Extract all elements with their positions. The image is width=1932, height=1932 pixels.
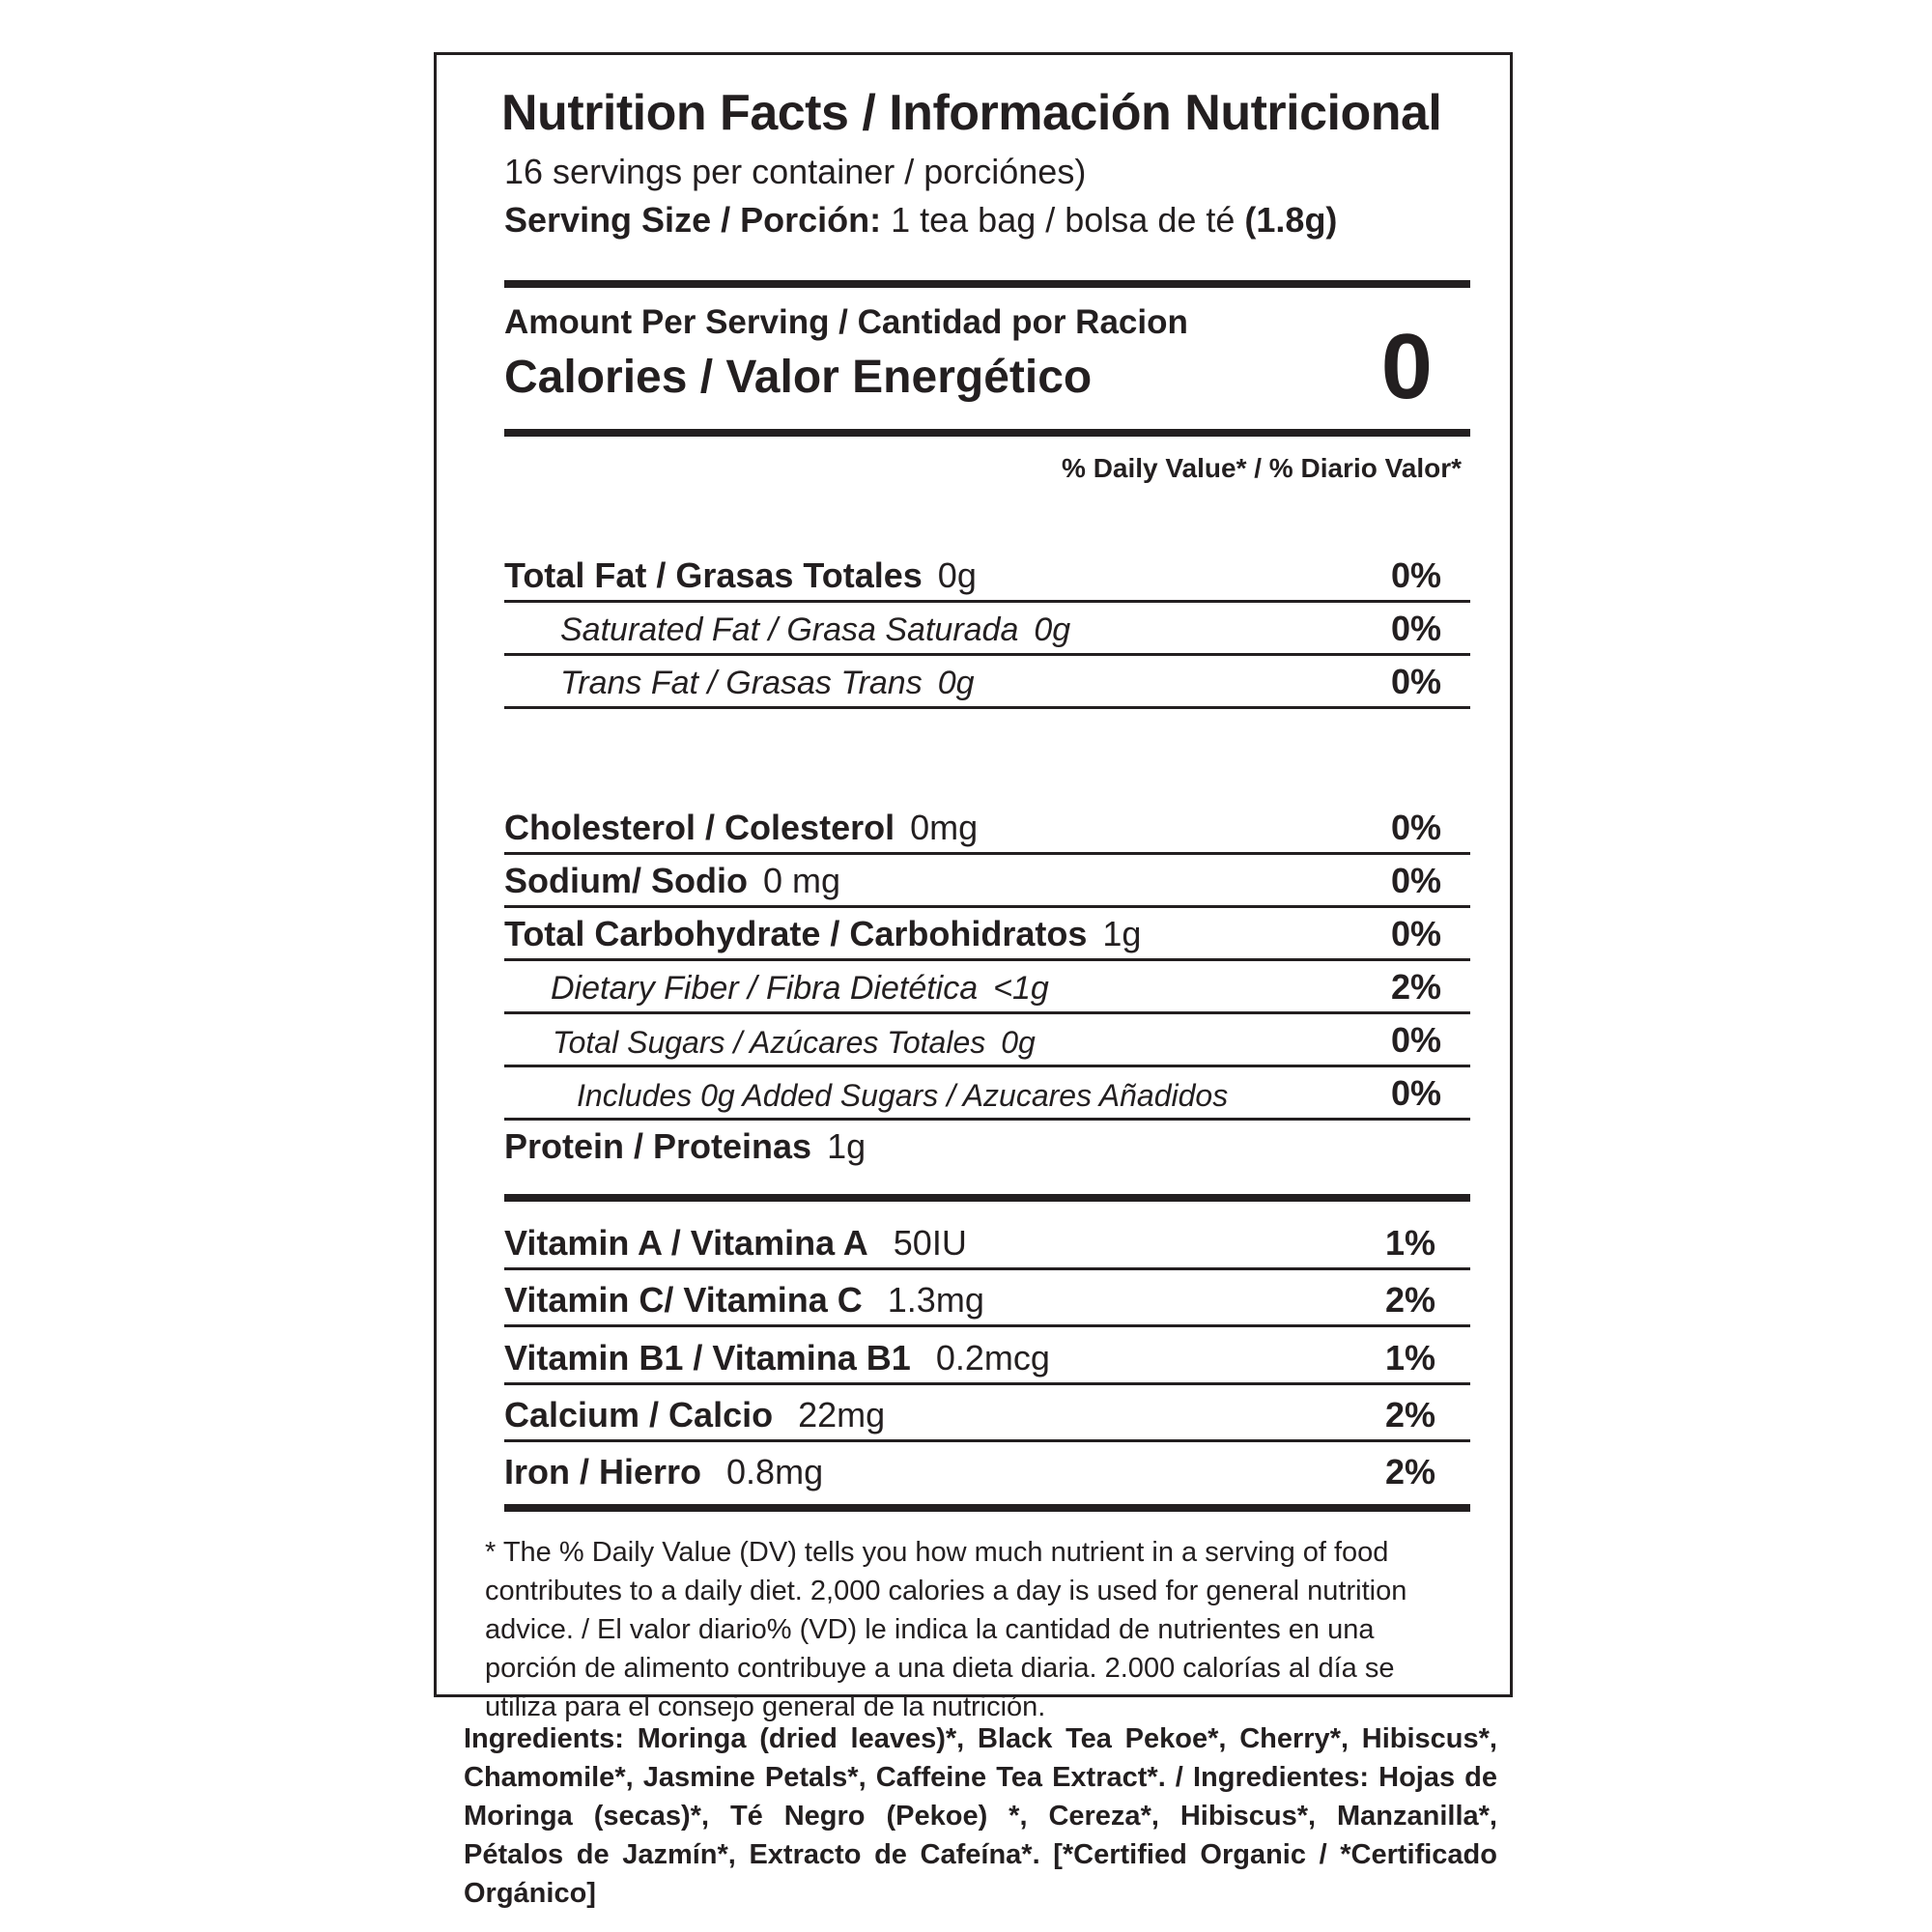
servings-per-container: 16 servings per container / porciónes) (504, 152, 1087, 191)
nutrient-amount: 0g (937, 555, 977, 595)
vitamin-row-c (504, 1274, 1470, 1324)
nutrient-dv: 0% (1390, 609, 1441, 648)
nutrient-row-total-fat (504, 550, 1470, 600)
vitamin-amount: 0.2mcg (935, 1338, 1050, 1378)
daily-value-footnote: * The % Daily Value (DV) tells you how much nutrient in a serving of food contributes to a daily diet. 2,000 calories a day is used for general nutrition advice. / El valor diario% (VD) le indica la cantidad de nutrientes en una porción de alimento contribuye a una dieta diaria. 2.000 calorías al día se utiliza para el consejo general de la nutrición. (485, 1537, 1407, 1722)
nutrient-label: Cholesterol / Colesterol (504, 808, 895, 847)
ingredients-text: Moringa (dried leaves)*, Black Tea Pekoe*, Cherry*, Hibiscus*, Chamomile*, Jasmine Petals*, Caffeine Tea Extract*. / (464, 1723, 1497, 1793)
vitamin-amount: 0.8mg (726, 1452, 824, 1492)
nutrient-row-total-carbohydrate (504, 908, 1470, 958)
nutrient-amount: 0g (937, 665, 975, 701)
vitamin-label: Vitamin B1 / Vitamina B1 (504, 1338, 911, 1378)
vitamin-dv: 2% (1384, 1395, 1435, 1435)
nutrient-label: Dietary Fiber / Fibra Dietética (551, 970, 979, 1007)
nutrient-dv: 0% (1390, 914, 1441, 953)
vitamin-label: Calcium / Calcio (504, 1395, 774, 1435)
ingredients-label-es: Ingredientes: (1192, 1762, 1370, 1793)
nutrient-label: Total Sugars / Azúcares Totales (553, 1025, 986, 1060)
nutrient-label: Total Carbohydrate / Carbohidratos (504, 914, 1088, 953)
thick-divider (504, 1194, 1470, 1202)
ingredients-label: Ingredients: (464, 1723, 624, 1754)
nutrient-amount: 0g (1034, 611, 1071, 648)
nutrient-row-protein (504, 1121, 1470, 1171)
vitamin-label: Vitamin A / Vitamina A (504, 1223, 868, 1263)
ingredients-text-es: Hojas de Moringa (secas)*, Té Negro (Pekoe) *, Cereza*, Hibiscus*, Manzanilla*, Pétalos de Jazmín*, Extracto de Cafeína*. [*Certified Organic / *Certificado Orgánico] (464, 1762, 1498, 1909)
daily-value-header: % Daily Value* / % Diario Valor* (1062, 453, 1462, 483)
nutrient-row-total-sugars (504, 1014, 1470, 1065)
nutrient-amount: 1g (1102, 914, 1142, 953)
serving-size (504, 200, 1337, 241)
label-title: Nutrition Facts / Información Nutricional (501, 85, 1442, 141)
vitamin-row-b1 (504, 1332, 1470, 1382)
vitamin-dv: 1% (1384, 1223, 1435, 1263)
nutrient-dv: 0% (1390, 1073, 1441, 1113)
vitamin-dv: 2% (1384, 1452, 1435, 1492)
nutrient-amount: 1g (827, 1126, 867, 1166)
nutrient-amount: 0g (1001, 1025, 1036, 1060)
vitamin-row-calcium (504, 1389, 1470, 1439)
nutrient-dv: 0% (1390, 861, 1441, 900)
nutrient-row-cholesterol (504, 802, 1470, 852)
thick-divider (504, 429, 1470, 437)
serving-size-label: Serving Size / Porción: (504, 200, 882, 240)
nutrient-label: Saturated Fat / Grasa Saturada (560, 611, 1019, 648)
nutrient-row-dietary-fiber (504, 961, 1470, 1011)
vitamin-dv: 1% (1384, 1338, 1435, 1378)
thick-divider (504, 1504, 1470, 1512)
vitamin-amount: 22mg (798, 1395, 886, 1435)
vitamin-amount: 1.3mg (887, 1280, 984, 1320)
serving-size-weight: (1.8g) (1244, 200, 1338, 240)
vitamin-amount: 50IU (893, 1223, 967, 1263)
thick-divider (504, 280, 1470, 288)
nutrient-row-added-sugars (504, 1067, 1470, 1118)
nutrient-dv: 0% (1390, 1020, 1441, 1060)
vitamin-row-a (504, 1217, 1470, 1267)
amount-per-serving: Amount Per Serving / Cantidad por Racion (504, 303, 1188, 341)
ingredients-statement (464, 1719, 1497, 1913)
nutrition-facts-panel (434, 52, 1513, 1722)
nutrient-row-sodium (504, 855, 1470, 905)
vitamin-row-iron (504, 1446, 1470, 1496)
nutrient-amount: 0 mg (762, 861, 841, 900)
nutrient-label: Sodium/ Sodio (504, 861, 748, 900)
nutrient-row-trans-fat (504, 656, 1470, 706)
calories-value: 0 (1380, 315, 1433, 418)
nutrient-label: Protein / Proteinas (504, 1126, 812, 1166)
nutrient-dv: 0% (1390, 555, 1441, 595)
nutrient-amount: 0mg (910, 808, 979, 847)
nutrient-row-saturated-fat (504, 603, 1470, 653)
nutrient-amount: <1g (993, 970, 1049, 1007)
vitamin-label: Vitamin C/ Vitamina C (504, 1280, 863, 1320)
nutrient-dv: 0% (1390, 808, 1441, 847)
nutrient-dv: 2% (1390, 967, 1441, 1007)
vitamin-label: Iron / Hierro (504, 1452, 702, 1492)
vitamin-dv: 2% (1384, 1280, 1435, 1320)
serving-size-value: 1 tea bag / bolsa de té (891, 200, 1236, 240)
nutrient-label: Trans Fat / Grasas Trans (560, 665, 923, 701)
nutrient-label: Total Fat / Grasas Totales (504, 555, 923, 595)
nutrient-label: Includes 0g Added Sugars / Azucares Añadidos (577, 1078, 1229, 1113)
calories-label: Calories / Valor Energético (504, 352, 1093, 403)
nutrient-dv: 0% (1390, 662, 1441, 701)
